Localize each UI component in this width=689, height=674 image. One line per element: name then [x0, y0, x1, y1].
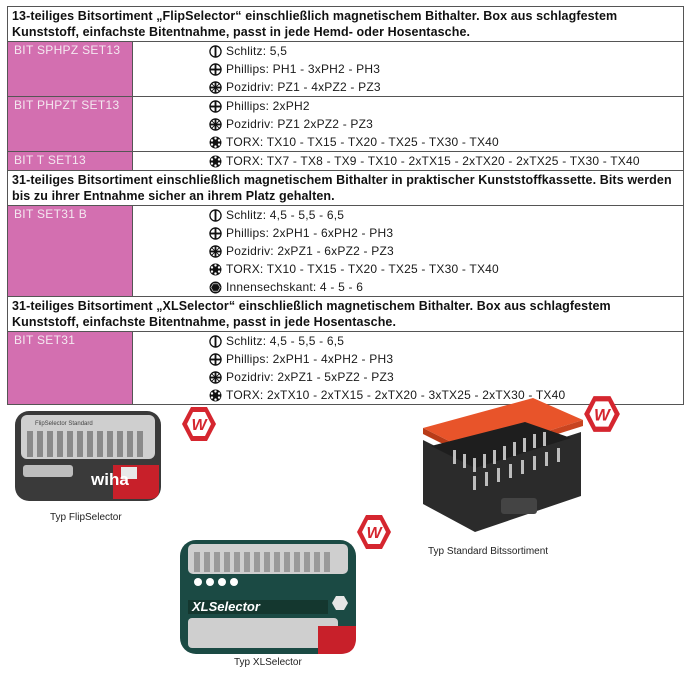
wiha-logo-2: [582, 394, 622, 439]
torx-icon: [209, 136, 222, 149]
article-code: BIT T SET13: [8, 152, 133, 170]
table-row: [8, 206, 683, 297]
xlselector-photo: [178, 538, 358, 656]
section-header: 31-teiliges Bitsortiment einschließlich magnetischem Bithalter in praktischer Kunststoffkassette. Bits werden bis zu ihrer Entnahme sicher an ihrem Platz gehalten.: [8, 171, 683, 206]
article-code: BIT PHPZT SET13: [8, 97, 133, 151]
bit-line-text: Phillips: 2xPH1 - 6xPH2 - PH3: [226, 226, 394, 240]
bit-line-text: TORX: 2xTX10 - 2xTX15 - 2xTX20 - 3xTX25 - 2xTX30 - TX40: [226, 388, 566, 402]
article-code: BIT SET31 B: [8, 206, 133, 296]
xl-brand-text: XLSelector: [192, 599, 260, 614]
bit-line: [209, 260, 683, 278]
phillips-icon: [209, 63, 222, 76]
flipselector-photo: [13, 405, 163, 505]
bit-line: [209, 115, 683, 133]
torx-icon: [209, 155, 222, 168]
bit-line: [209, 206, 683, 224]
bit-line-text: Innensechskant: 4 - 5 - 6: [226, 280, 364, 294]
hex-icon: [209, 281, 222, 294]
flip-box-title: FlipSelector Standard: [35, 421, 93, 427]
bit-line: [209, 278, 683, 296]
bit-line: [209, 42, 683, 60]
bit-line: [209, 368, 683, 386]
standard-bitset-photo: [413, 396, 588, 536]
bit-line-text: Pozidriv: PZ1 2xPZ2 - PZ3: [226, 117, 374, 131]
bit-line-text: Phillips: PH1 - 3xPH2 - PH3: [226, 62, 381, 76]
phillips-icon: [209, 353, 222, 366]
bit-list: [133, 152, 683, 170]
pozidriv-icon: [209, 245, 222, 258]
pozidriv-icon: [209, 81, 222, 94]
standard-bitset-caption: Typ Standard Bitssortiment: [428, 546, 549, 557]
bit-line-text: Pozidriv: 2xPZ1 - 5xPZ2 - PZ3: [226, 370, 394, 384]
logo-letter: W: [594, 405, 610, 425]
torx-icon: [209, 389, 222, 402]
phillips-icon: [209, 100, 222, 113]
pozidriv-icon: [209, 118, 222, 131]
slotted-icon: [209, 209, 222, 222]
bit-line: [209, 60, 683, 78]
bit-line-text: Phillips: 2xPH1 - 4xPH2 - PH3: [226, 352, 394, 366]
bit-line-text: TORX: TX10 - TX15 - TX20 - TX25 - TX30 - TX40: [226, 135, 499, 149]
bit-line: [209, 350, 683, 368]
logo-letter: W: [191, 417, 207, 434]
section-header: 13-teiliges Bitsortiment „FlipSelector“ einschließlich magnetischem Bithalter. Box aus schlagfestem Kunststoff, einfachste Bitentnahme, passt in jede Hemd- oder Hosentasche.: [8, 7, 683, 42]
bit-line-text: Pozidriv: 2xPZ1 - 6xPZ2 - PZ3: [226, 244, 394, 258]
bit-line: [209, 332, 683, 350]
bit-line-text: Pozidriv: PZ1 - 4xPZ2 - PZ3: [226, 80, 381, 94]
bit-line-text: TORX: TX10 - TX15 - TX20 - TX25 - TX30 - TX40: [226, 262, 499, 276]
logo-letter: W: [366, 525, 382, 542]
table-row: [8, 97, 683, 152]
bit-line-text: Schlitz: 4,5 - 5,5 - 6,5: [226, 334, 345, 348]
bit-line: [209, 152, 683, 170]
flipselector-caption: Typ FlipSelector: [50, 512, 122, 523]
flip-brand-text: wiha: [91, 470, 129, 489]
pozidriv-icon: [209, 371, 222, 384]
phillips-icon: [209, 227, 222, 240]
bit-list: [133, 97, 683, 151]
table-row: [8, 152, 683, 171]
bit-line: [209, 242, 683, 260]
bit-line: [209, 133, 683, 151]
bit-line-text: Phillips: 2xPH2: [226, 99, 310, 113]
article-code: BIT SPHPZ SET13: [8, 42, 133, 96]
bit-line-text: Schlitz: 4,5 - 5,5 - 6,5: [226, 208, 345, 222]
torx-icon: [209, 263, 222, 276]
wiha-logo-3: [355, 513, 393, 556]
bit-line: [209, 97, 683, 115]
bit-list: [133, 42, 683, 96]
slotted-icon: [209, 45, 222, 58]
bit-line: [209, 78, 683, 96]
xlselector-caption: Typ XLSelector: [234, 657, 302, 668]
article-code: BIT SET31: [8, 332, 133, 404]
bit-line-text: Schlitz: 5,5: [226, 44, 288, 58]
table-row: [8, 42, 683, 97]
bit-list: [133, 206, 683, 296]
bit-line-text: TORX: TX7 - TX8 - TX9 - TX10 - 2xTX15 - 2xTX20 - 2xTX25 - TX30 - TX40: [226, 154, 640, 168]
product-table: [7, 6, 684, 405]
bit-line: [209, 224, 683, 242]
slotted-icon: [209, 335, 222, 348]
wiha-logo-1: [180, 405, 218, 448]
section-header: 31-teiliges Bitsortiment „XLSelector“ einschließlich magnetischem Bithalter. Box aus schlagfestem Kunststoff, einfachste Bitentnahme, passt in jede Hosentasche.: [8, 297, 683, 332]
